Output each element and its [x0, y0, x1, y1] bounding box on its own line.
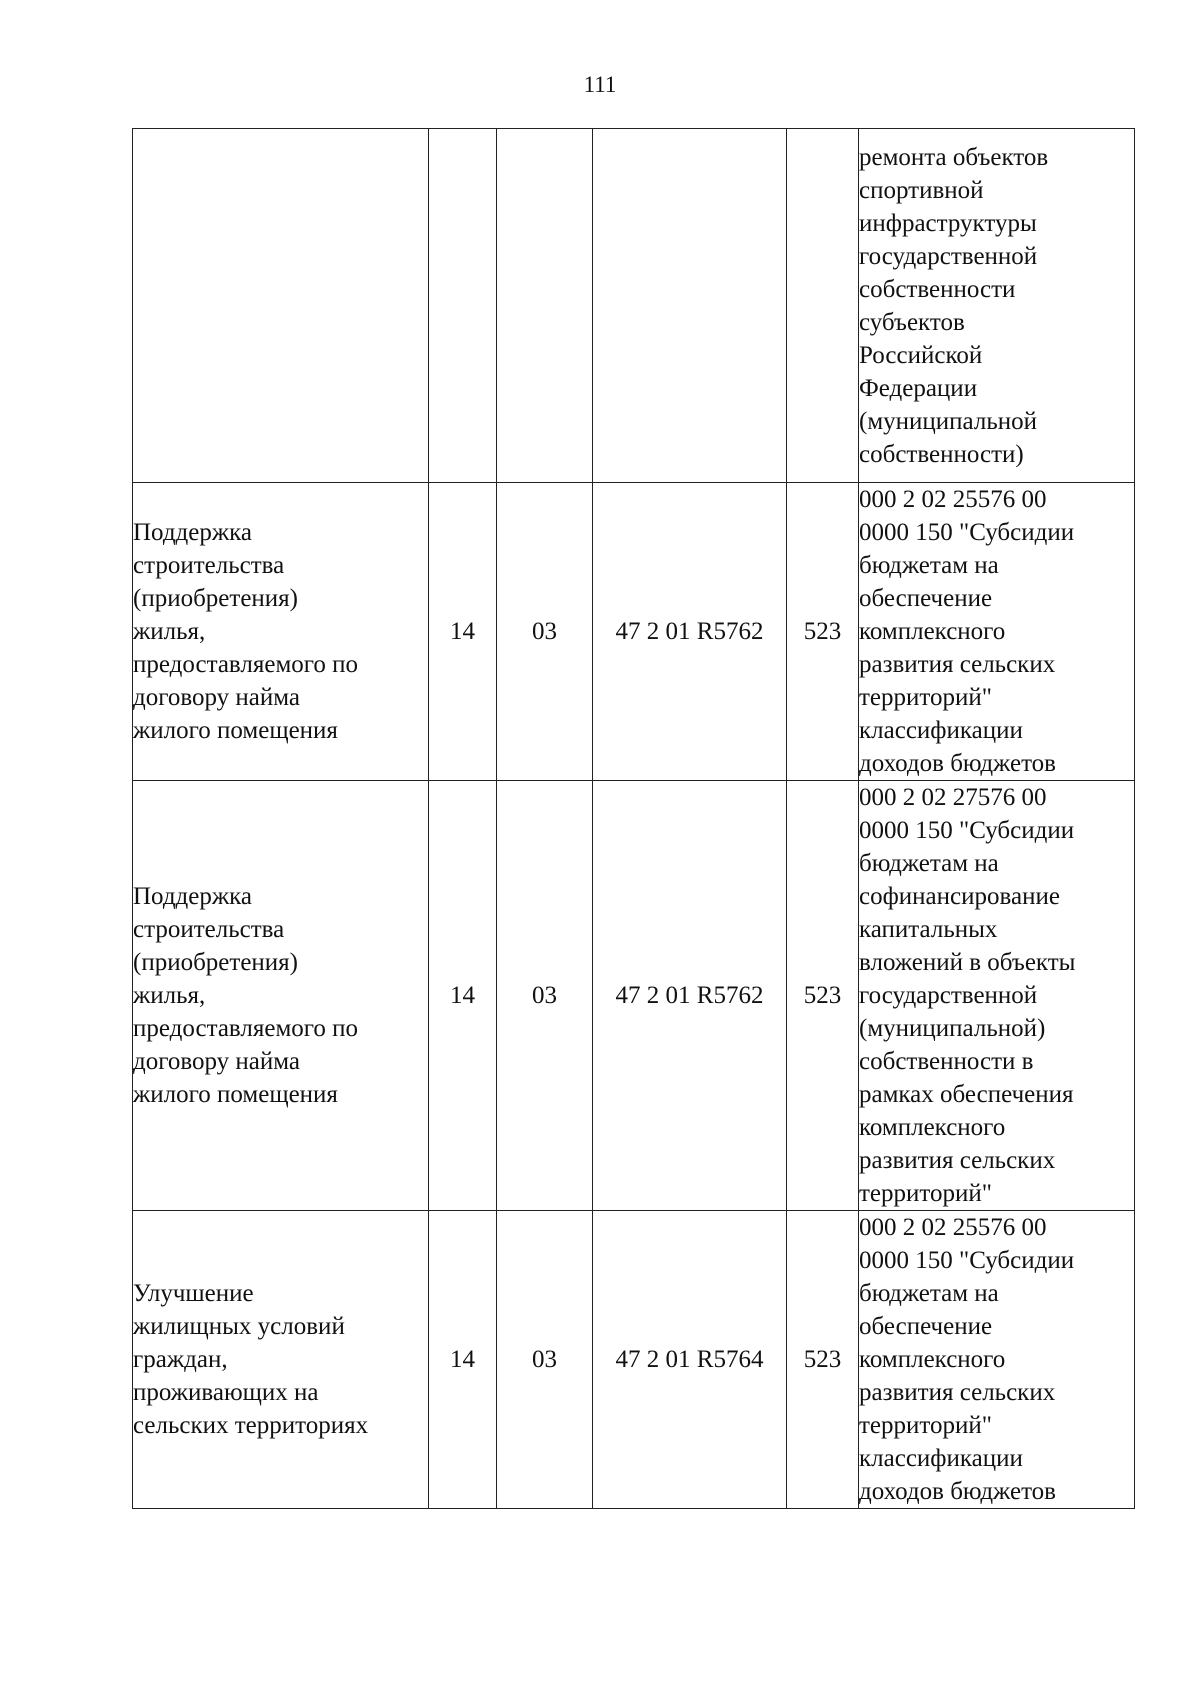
expense-type-cell: 523	[787, 1211, 859, 1509]
table-row	[133, 781, 1135, 1211]
page-number: 111	[583, 72, 617, 97]
row-name: Поддержка строительства (приобретения) жилья, предоставляемого по договору найма жилого помещения	[133, 519, 359, 744]
income-classification-cell	[859, 129, 1135, 483]
row-name-cell	[133, 1211, 429, 1509]
section-code-cell: 14	[429, 483, 497, 781]
table-row	[133, 1211, 1135, 1509]
row-name-cell	[133, 781, 429, 1211]
expense-type-cell: 523	[787, 483, 859, 781]
budget-table	[132, 128, 1135, 1509]
row-name-cell	[133, 483, 429, 781]
subsection-code-cell: 03	[497, 1211, 593, 1509]
target-article-cell: 47 2 01 R5764	[593, 1211, 787, 1509]
subsection-code-cell: 03	[497, 781, 593, 1211]
income-classification-text: 000 2 02 25576 00 0000 150 "Субсидии бюджетам на обеспечение комплексного развития сельских территорий" классификации доходов бюджетов	[859, 1214, 1075, 1505]
section-code-cell: 14	[429, 781, 497, 1211]
income-classification-cell	[859, 483, 1135, 781]
expense-type-cell	[787, 129, 859, 483]
target-article-cell	[593, 129, 787, 483]
subsection-code-cell: 03	[497, 483, 593, 781]
income-classification-cell	[859, 1211, 1135, 1509]
target-article-cell: 47 2 01 R5762	[593, 781, 787, 1211]
income-classification-cell	[859, 781, 1135, 1211]
income-classification-text: 000 2 02 25576 00 0000 150 "Субсидии бюджетам на обеспечение комплексного развития сельских территорий" классификации доходов бюджетов	[859, 486, 1075, 777]
row-name: Улучшение жилищных условий граждан, проживающих на сельских территориях	[133, 1280, 369, 1439]
target-article-cell: 47 2 01 R5762	[593, 483, 787, 781]
table-row	[133, 129, 1135, 483]
section-code-cell	[429, 129, 497, 483]
subsection-code-cell	[497, 129, 593, 483]
section-code-cell: 14	[429, 1211, 497, 1509]
table-row	[133, 483, 1135, 781]
row-name: Поддержка строительства (приобретения) жилья, предоставляемого по договору найма жилого помещения	[133, 883, 359, 1108]
row-name-cell	[133, 129, 429, 483]
income-classification-text: ремонта объектов спортивной инфраструктуры государственной собственности субъектов Российской Федерации (муниципальной собственности)	[859, 143, 1049, 468]
income-classification-text: 000 2 02 27576 00 0000 150 "Субсидии бюджетам на софинансирование капитальных вложений в объекты государственной (муниципальной) собственности в рамках обеспечения комплексного развития сельских территорий"	[859, 784, 1076, 1207]
expense-type-cell: 523	[787, 781, 859, 1211]
